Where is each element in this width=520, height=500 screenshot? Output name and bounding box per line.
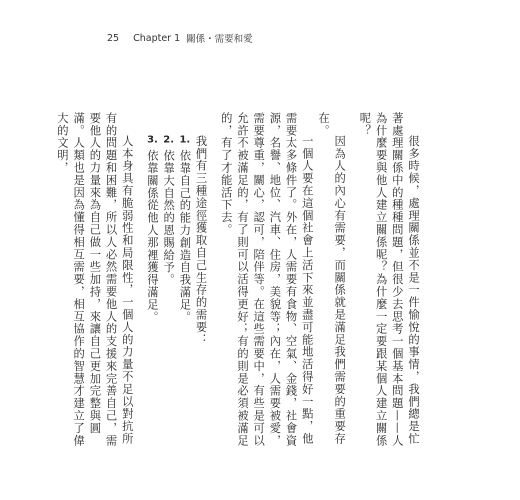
paragraph xyxy=(356,112,421,454)
paragraph-text: 很多時候，處理關係並不是一件愉悅的事情，我們總是忙著處理關係中的種種問題，但很少去思考一個基本問題——人為什麼要與他人建立關係呢？為什麼一定要跟某個人建立關係呢？ xyxy=(358,112,420,447)
paragraph-text: 一個人要在這個社會上活下來並盡可能地活得好一點，他需要太多條件了。外在，人需要有食物、空氣、金錢，社會資源，名譽、地位、汽車、住房，美貌等；內在，人需要被愛，需要尊重，關心，認可，陪伴等。在這些需要中，有些是可以允許不被滿足的，有了則可以活得更好；有的則是必須被滿足的，有了才能活下去。 xyxy=(219,112,314,447)
page-number: 25 xyxy=(107,32,120,44)
list-item xyxy=(176,112,192,454)
vertical-body-text xyxy=(55,112,421,454)
list-item-text: 依靠大自然的恩賜給予。 xyxy=(162,149,176,286)
list-item-number: 3. xyxy=(147,134,158,145)
list-item-text: 依靠自己的能力創造自我滿足。 xyxy=(178,149,192,323)
list-item-number: 2. xyxy=(163,134,175,145)
list-item xyxy=(144,112,160,454)
section-title: 關係・需要和愛 xyxy=(186,34,253,45)
list-item-text: 依靠關係從他人那裡獲得滿足。 xyxy=(145,149,159,323)
paragraph-text: 人本身具有脆弱性和局限性，一個人的力量不足以對抗所有的問題和困難，所以人必然需要他人的支援來完善自己，需要他人的力量來為自己做一些加持，來讓自己更加完整與圓滿。人類也是因為懂得相互需要，相互協作的智慧才建立了偉大的文明， xyxy=(55,112,134,447)
paragraph xyxy=(315,112,347,454)
paragraph xyxy=(192,112,208,454)
paragraph-text: 我們有三種途徑獲取自己生存的需要： xyxy=(194,134,208,346)
list-item-number: 1. xyxy=(179,134,191,145)
paragraph-text: 因為人的內心有需要，而關係就是滿足我們需要的重要存在。 xyxy=(316,112,347,445)
running-header xyxy=(107,30,253,46)
list-item xyxy=(160,112,176,454)
chapter-label: Chapter 1 xyxy=(133,32,181,44)
paragraph xyxy=(218,112,315,454)
paragraph xyxy=(54,112,135,454)
